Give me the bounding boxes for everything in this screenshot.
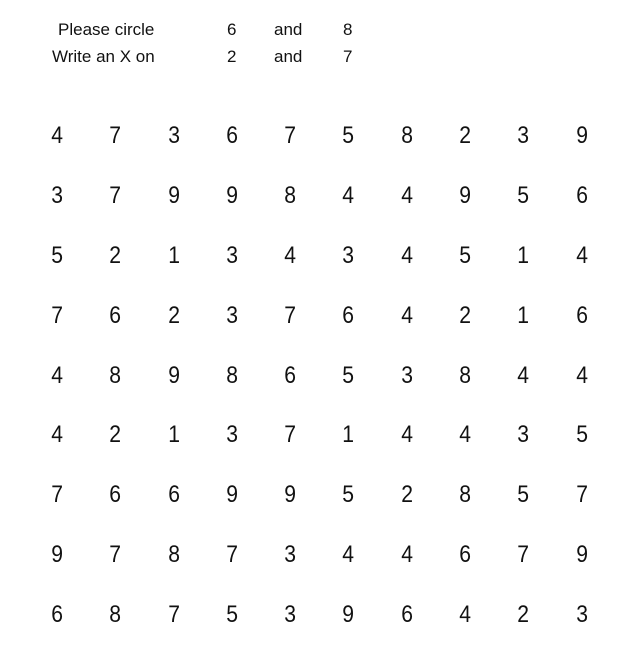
grid-number-cell[interactable]: 4 (284, 241, 297, 269)
grid-number-cell[interactable]: 3 (401, 361, 413, 389)
grid-number-cell[interactable]: 5 (51, 241, 64, 269)
grid-number-cell[interactable]: 6 (401, 601, 413, 629)
grid-number-cell[interactable]: 1 (167, 241, 180, 269)
grid-number-cell[interactable]: 4 (51, 121, 64, 149)
grid-number-cell[interactable]: 2 (167, 301, 180, 329)
grid-number-cell[interactable]: 5 (342, 481, 355, 509)
grid-number-cell[interactable]: 7 (51, 301, 64, 329)
grid-number-cell[interactable]: 5 (517, 481, 530, 509)
grid-number-cell[interactable]: 4 (575, 361, 588, 389)
grid-number-cell[interactable]: 4 (517, 361, 530, 389)
grid-number-cell[interactable]: 8 (109, 601, 122, 629)
grid-number-cell[interactable]: 1 (167, 421, 180, 449)
grid-number-cell[interactable]: 2 (459, 121, 472, 149)
grid-number-cell[interactable]: 5 (342, 121, 355, 149)
grid-number-cell[interactable]: 3 (517, 121, 530, 149)
grid-number-cell[interactable]: 9 (575, 121, 588, 149)
grid-number-cell[interactable]: 7 (51, 481, 64, 509)
grid-number-cell[interactable]: 6 (342, 301, 355, 329)
grid-number-cell[interactable]: 3 (51, 181, 64, 209)
grid-number-cell[interactable]: 6 (109, 481, 122, 509)
grid-number-cell[interactable]: 7 (167, 601, 180, 629)
grid-number-cell[interactable]: 6 (459, 541, 472, 569)
grid-number-cell[interactable]: 4 (401, 301, 413, 329)
grid-number-cell[interactable]: 2 (109, 421, 122, 449)
grid-number-cell[interactable]: 4 (342, 541, 355, 569)
grid-number-cell[interactable]: 7 (575, 481, 588, 509)
grid-number-cell[interactable]: 8 (109, 361, 122, 389)
grid-number-cell[interactable]: 6 (575, 301, 588, 329)
grid-number-cell[interactable]: 7 (109, 121, 122, 149)
instruction-conjunction: and (274, 47, 303, 66)
grid-number-cell[interactable]: 9 (167, 181, 180, 209)
instruction-conjunction: and (274, 20, 303, 39)
grid-number-cell[interactable]: 2 (401, 481, 413, 509)
grid-number-cell[interactable]: 6 (109, 301, 122, 329)
grid-number-cell[interactable]: 2 (459, 301, 472, 329)
grid-number-cell[interactable]: 2 (517, 601, 530, 629)
instruction-label: Please circle (58, 20, 155, 39)
grid-number-cell[interactable]: 4 (401, 181, 413, 209)
grid-number-cell[interactable]: 8 (284, 181, 297, 209)
grid-number-cell[interactable]: 7 (284, 301, 297, 329)
grid-number-cell[interactable]: 8 (401, 121, 413, 149)
grid-number-cell[interactable]: 4 (459, 601, 472, 629)
grid-number-cell[interactable]: 3 (226, 421, 238, 449)
grid-number-cell[interactable]: 8 (226, 361, 238, 389)
grid-number-cell[interactable]: 2 (109, 241, 122, 269)
grid-number-cell[interactable]: 3 (284, 541, 297, 569)
grid-number-cell[interactable]: 7 (284, 421, 297, 449)
grid-number-cell[interactable]: 8 (459, 361, 472, 389)
grid-number-cell[interactable]: 7 (284, 121, 297, 149)
grid-number-cell[interactable]: 5 (575, 421, 588, 449)
grid-number-cell[interactable]: 9 (284, 481, 297, 509)
grid-number-cell[interactable]: 9 (459, 181, 472, 209)
grid-number-cell[interactable]: 4 (401, 241, 413, 269)
grid-number-cell[interactable]: 4 (51, 361, 64, 389)
instruction-number: 7 (343, 47, 353, 66)
grid-number-cell[interactable]: 5 (342, 361, 355, 389)
number-grid (28, 106, 612, 645)
grid-number-cell[interactable]: 6 (284, 361, 297, 389)
grid-number-cell[interactable]: 6 (575, 181, 588, 209)
grid-number-cell[interactable]: 7 (226, 541, 238, 569)
grid-number-cell[interactable]: 3 (167, 121, 180, 149)
grid-number-cell[interactable]: 4 (401, 421, 413, 449)
instructions (0, 16, 400, 70)
grid-number-cell[interactable]: 5 (517, 181, 530, 209)
grid-number-cell[interactable]: 4 (342, 181, 355, 209)
grid-number-cell[interactable]: 1 (517, 241, 530, 269)
grid-number-cell[interactable]: 5 (226, 601, 238, 629)
grid-number-cell[interactable]: 8 (167, 541, 180, 569)
grid-number-cell[interactable]: 4 (51, 421, 64, 449)
grid-number-cell[interactable]: 3 (575, 601, 588, 629)
instruction-label: Write an X on (52, 47, 155, 66)
grid-number-cell[interactable]: 9 (226, 481, 238, 509)
grid-number-cell[interactable]: 6 (167, 481, 180, 509)
grid-number-cell[interactable]: 1 (342, 421, 355, 449)
grid-number-cell[interactable]: 4 (401, 541, 413, 569)
grid-number-cell[interactable]: 3 (342, 241, 355, 269)
grid-number-cell[interactable]: 1 (517, 301, 530, 329)
instruction-x (0, 43, 400, 70)
grid-number-cell[interactable]: 6 (226, 121, 238, 149)
grid-number-cell[interactable]: 6 (51, 601, 64, 629)
grid-number-cell[interactable]: 9 (51, 541, 64, 569)
grid-number-cell[interactable]: 4 (459, 421, 472, 449)
grid-number-cell[interactable]: 7 (517, 541, 530, 569)
grid-number-cell[interactable]: 8 (459, 481, 472, 509)
instruction-circle (0, 16, 400, 43)
grid-number-cell[interactable]: 3 (284, 601, 297, 629)
grid-number-cell[interactable]: 9 (575, 541, 588, 569)
grid-number-cell[interactable]: 4 (575, 241, 588, 269)
grid-number-cell[interactable]: 9 (226, 181, 238, 209)
instruction-number: 6 (227, 20, 237, 39)
grid-number-cell[interactable]: 7 (109, 181, 122, 209)
grid-number-cell[interactable]: 3 (226, 241, 238, 269)
grid-number-cell[interactable]: 7 (109, 541, 122, 569)
grid-number-cell[interactable]: 3 (226, 301, 238, 329)
instruction-number: 2 (227, 47, 237, 66)
instruction-number: 8 (343, 20, 353, 39)
grid-number-cell[interactable]: 9 (342, 601, 355, 629)
grid-number-cell[interactable]: 3 (517, 421, 530, 449)
grid-number-cell[interactable]: 5 (459, 241, 472, 269)
grid-number-cell[interactable]: 9 (167, 361, 180, 389)
